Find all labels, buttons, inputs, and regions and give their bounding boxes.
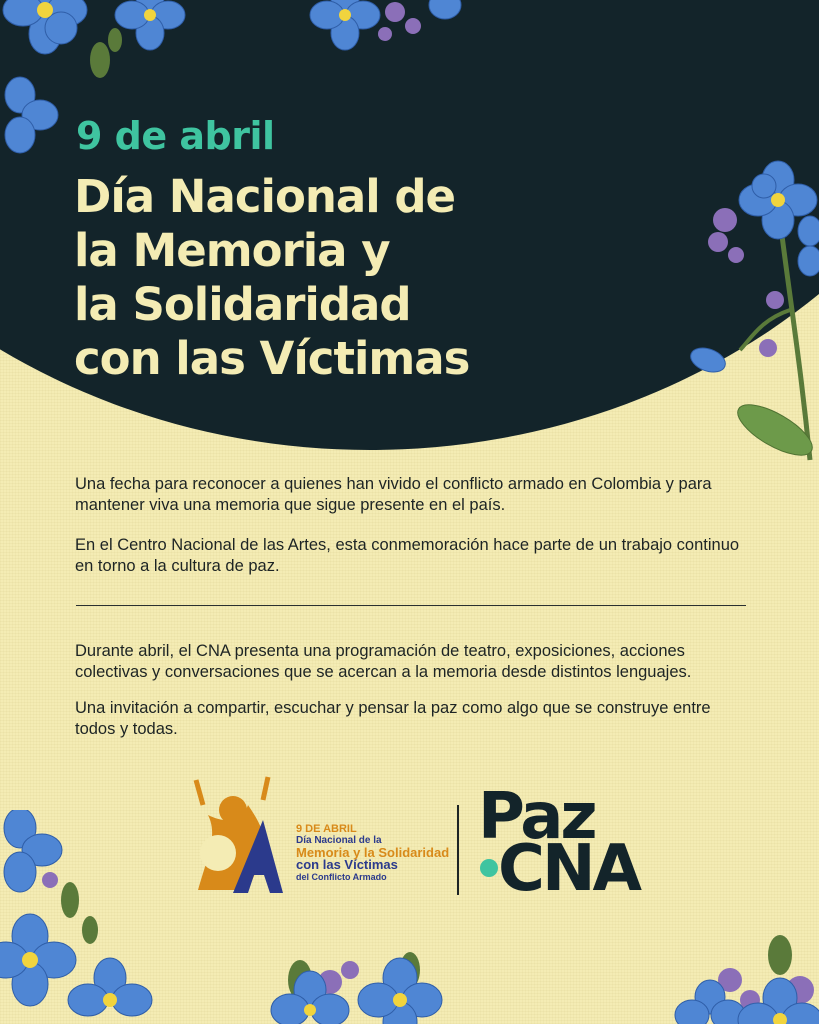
- memoria-logo-emblem-icon: [188, 775, 298, 895]
- paz-logo-dot-icon: [480, 859, 498, 877]
- logo-line: Memoria y la Solidaridad: [296, 845, 450, 860]
- paragraph-cna: En el Centro Nacional de las Artes, esta conmemoración hace parte de un trabajo continuo en torno a la cultura de paz.: [75, 536, 740, 575]
- flowers-top-center-decoration: [285, 0, 470, 60]
- paragraph-program: Durante abril, el CNA presenta una programación de teatro, exposiciones, acciones colectivas y conversaciones que se acercan a la memoria desde distintos lenguajes.: [75, 642, 692, 681]
- title-line: la Memoria y: [74, 224, 390, 277]
- title-line: con las Víctimas: [74, 332, 470, 385]
- memoria-logo: [188, 775, 448, 895]
- flowers-bottom-left-decoration: [0, 810, 190, 1024]
- flowers-bottom-right-decoration: [670, 930, 819, 1024]
- paz-logo-word: Paz: [478, 780, 595, 854]
- paragraph-intro: Una fecha para reconocer a quienes han vivido el conflicto armado en Colombia y para mantener viva una memoria que sigue presente en el país.: [75, 475, 712, 514]
- logo-line: con las Víctimas: [296, 857, 398, 872]
- logo-line: Día Nacional de la: [296, 835, 382, 846]
- flowers-right-decoration: [680, 160, 819, 470]
- logo-separator: [457, 805, 459, 895]
- logo-line: del Conflicto Armado: [296, 872, 387, 882]
- memoria-logo-text: [296, 823, 456, 883]
- paz-cna-logo: [478, 780, 658, 906]
- paragraph-invitation: Una invitación a compartir, escuchar y pensar la paz como algo que se construye entre todos y todas.: [75, 699, 711, 738]
- section-divider: [76, 605, 746, 606]
- page-title: [74, 170, 594, 386]
- title-line: Día Nacional de: [74, 170, 456, 223]
- date-heading: 9 de abril: [76, 114, 275, 158]
- cna-logo-word: CNA: [498, 832, 640, 906]
- flowers-bottom-center-decoration: [250, 940, 470, 1024]
- logo-line: 9 DE ABRIL: [296, 823, 357, 835]
- title-line: la Solidaridad: [74, 278, 411, 331]
